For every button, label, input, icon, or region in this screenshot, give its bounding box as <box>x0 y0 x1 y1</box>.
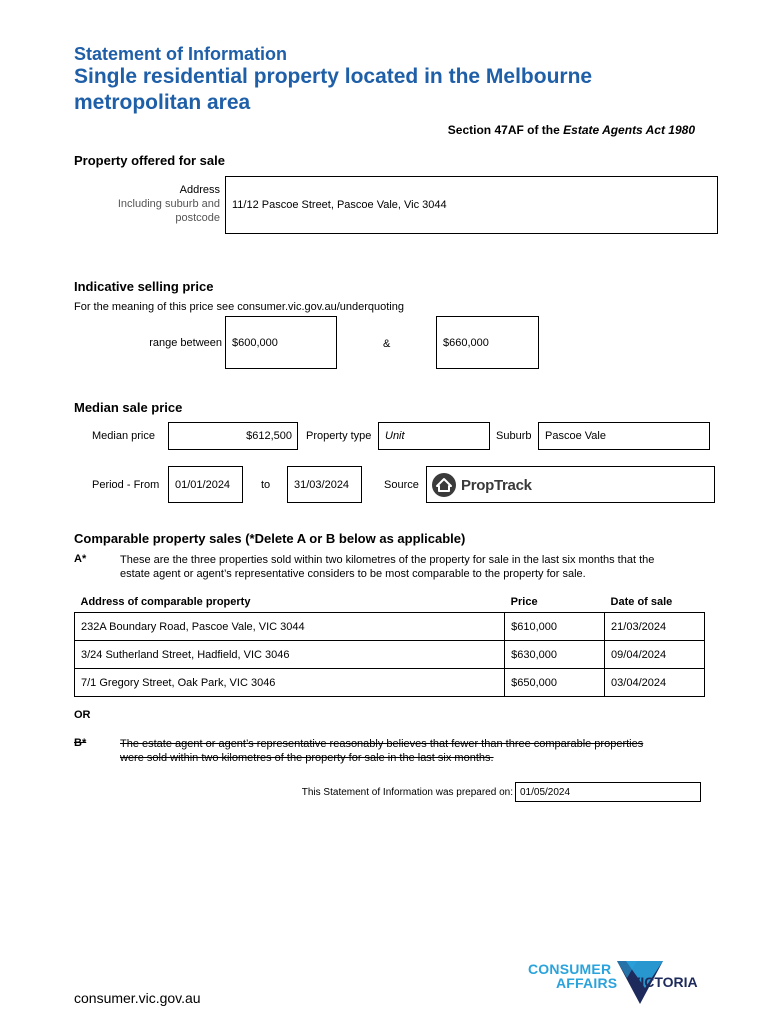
address-field[interactable] <box>225 176 718 234</box>
period-from-label: Period - From <box>92 479 160 491</box>
address-label-line3: postcode <box>175 212 220 224</box>
section-prefix: Section 47AF of the <box>447 123 560 137</box>
median-heading: Median sale price <box>74 400 183 415</box>
option-b-text <box>120 737 643 765</box>
period-to-value: 31/03/2024 <box>294 479 350 491</box>
indicative-heading: Indicative selling price <box>74 279 214 294</box>
period-from-field[interactable] <box>168 466 243 503</box>
logo-line1: CONSUMER <box>528 961 612 977</box>
table-row <box>75 613 705 641</box>
document-title-line1: Single residential property located in the Melbourne <box>74 65 593 88</box>
suburb-field[interactable] <box>538 422 710 450</box>
proptrack-house-icon <box>431 472 457 498</box>
comparable-table <box>74 592 705 697</box>
or-separator: OR <box>74 709 91 721</box>
median-price-field[interactable] <box>168 422 298 450</box>
option-b-marker: B* <box>74 737 87 749</box>
option-a-line1: These are the three properties sold within two kilometres of the property for sale in the last six months that the <box>120 554 655 566</box>
property-heading: Property offered for sale <box>74 153 225 168</box>
column-header-address: Address of comparable property <box>80 596 251 608</box>
table-row <box>75 669 705 697</box>
median-price-label: Median price <box>92 430 155 442</box>
document-title-line2: metropolitan area <box>74 91 251 114</box>
comparable-price-cell[interactable]: $650,000 <box>505 669 605 697</box>
comparable-heading: Comparable property sales (*Delete A or B below as applicable) <box>74 531 466 546</box>
document-kicker: Statement of Information <box>74 44 288 64</box>
period-to-field[interactable] <box>287 466 362 503</box>
source-field[interactable] <box>426 466 715 503</box>
option-a-text <box>120 553 654 581</box>
suburb-label: Suburb <box>496 430 532 442</box>
footer-url: consumer.vic.gov.au <box>74 990 201 1006</box>
proptrack-name: PropTrack <box>461 476 532 494</box>
address-label-line1: Address <box>179 184 220 196</box>
comparable-date-cell[interactable]: 21/03/2024 <box>605 613 705 641</box>
proptrack-logo <box>431 472 532 498</box>
option-a-line2: estate agent or agent’s representative considers to be most comparable to the property for sale. <box>120 568 586 580</box>
section-reference <box>448 123 695 137</box>
indicative-note: For the meaning of this price see consumer.vic.gov.au/underquoting <box>74 301 404 313</box>
price-low-field[interactable] <box>225 316 337 369</box>
address-label-line2: Including suburb and <box>117 198 220 210</box>
prepared-on-label: This Statement of Information was prepared on: <box>301 787 513 798</box>
column-header-price: Price <box>510 596 538 608</box>
range-label: range between <box>149 337 222 349</box>
comparable-price-cell[interactable]: $630,000 <box>505 641 605 669</box>
comparable-price-cell[interactable]: $610,000 <box>505 613 605 641</box>
option-b-line1: The estate agent or agent’s representative reasonably believes that fewer than three comparable properties <box>120 738 644 750</box>
comparable-address-cell[interactable]: 232A Boundary Road, Pascoe Vale, VIC 3044 <box>75 613 505 641</box>
period-from-value: 01/01/2024 <box>175 479 231 491</box>
price-low-value: $600,000 <box>232 337 278 349</box>
price-high-field[interactable] <box>436 316 539 369</box>
address-value: 11/12 Pascoe Street, Pascoe Vale, Vic 3044 <box>232 199 447 211</box>
price-high-value: $660,000 <box>443 337 489 349</box>
comparable-address-cell[interactable]: 7/1 Gregory Street, Oak Park, VIC 3046 <box>75 669 505 697</box>
source-label: Source <box>384 479 419 491</box>
prepared-on-field[interactable] <box>515 782 701 802</box>
consumer-affairs-victoria-logo <box>528 956 708 1008</box>
logo-line2: AFFAIRS <box>556 975 618 991</box>
property-type-field[interactable] <box>378 422 490 450</box>
column-header-date: Date of sale <box>610 596 673 608</box>
range-ampersand: & <box>383 338 391 350</box>
property-type-value: Unit <box>385 430 405 442</box>
address-label <box>118 183 220 225</box>
option-b-line2: were sold within two kilometres of the property for sale in the last six months. <box>120 752 494 764</box>
prepared-on-value: 01/05/2024 <box>520 787 571 798</box>
comparable-date-cell[interactable]: 09/04/2024 <box>605 641 705 669</box>
comparable-address-cell[interactable]: 3/24 Sutherland Street, Hadfield, VIC 3046 <box>75 641 505 669</box>
comparable-table-header <box>75 592 705 613</box>
period-to-label: to <box>261 479 271 491</box>
table-row <box>75 641 705 669</box>
property-type-label: Property type <box>306 430 372 442</box>
logo-word: VICTORIA <box>631 974 698 990</box>
comparable-date-cell[interactable]: 03/04/2024 <box>605 669 705 697</box>
option-a-marker: A* <box>74 553 87 565</box>
median-price-value: $612,500 <box>246 430 292 442</box>
suburb-value: Pascoe Vale <box>545 430 606 442</box>
section-act: Estate Agents Act 1980 <box>563 123 695 137</box>
